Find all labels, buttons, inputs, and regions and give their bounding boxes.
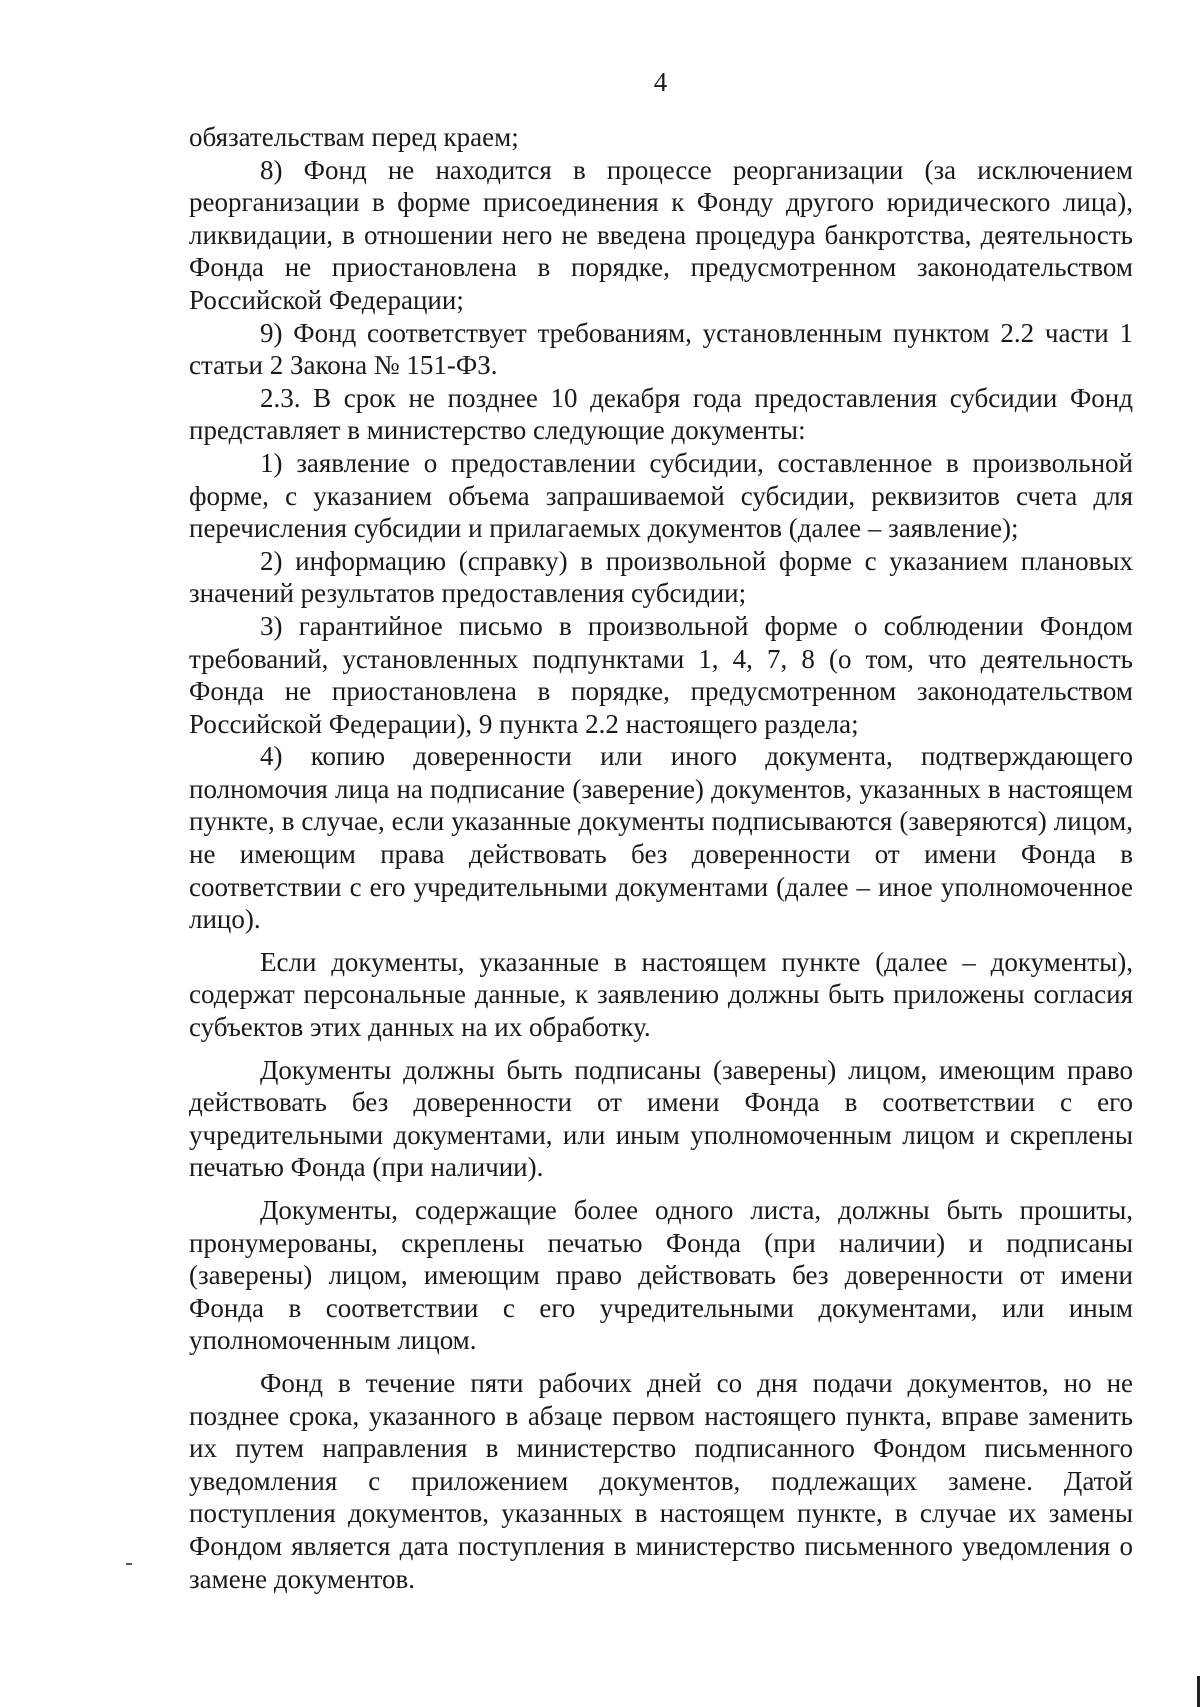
document-item-4: 4) копию доверенности или иного документа, подтверждающего полномочия лица на подписание (заверение) документов, указанных в настоящем пункте, в случае, если указанные документы подписываются (заверяются) лицом, не имеющим права действовать без доверенности от имени Фонда в соответствии с его учредительными документами (далее – иное уполномоченное лицо).: [189, 741, 1133, 935]
paragraph-continuation: обязательствам перед краем;: [189, 122, 519, 152]
document-item-1: 1) заявление о предоставлении субсидии, составленное в произвольной форме, с указанием объема запрашиваемой субсидии, реквизитов счета для перечисления субсидии и прилагаемых документов (далее – заявление);: [189, 447, 1133, 544]
paragraph-personal-data: Если документы, указанные в настоящем пункте (далее – документы), содержат персональные данные, к заявлению должны быть приложены согласия субъектов этих данных на их обработку.: [189, 946, 1133, 1043]
list-item-9: 9) Фонд соответствует требованиям, установленным пунктом 2.2 части 1 статьи 2 Закона № 151-ФЗ.: [189, 317, 1133, 381]
section-2-3-paragraph: 2.3. В срок не позднее 10 декабря года предоставления субсидии Фонд представляет в министерство следующие документы:: [189, 382, 1133, 446]
document-item-2: 2) информацию (справку) в произвольной форме с указанием плановых значений результатов предоставления субсидии;: [189, 545, 1133, 609]
paragraph-signing: Документы должны быть подписаны (заверены) лицом, имеющим право действовать без доверенности от имени Фонда в соответствии с его учредительными документами, или иным уполномоченным лицом и скреплены печатью Фонда (при наличии).: [189, 1054, 1133, 1183]
list-item-8: 8) Фонд не находится в процессе реорганизации (за исключением реорганизации в форме присоединения к Фонду другого юридического лица), ликвидации, в отношении него не введена процедура банкротства, деятельность Фонда не приостановлена в порядке, предусмотренном законодательством Российской Федерации;: [189, 154, 1133, 315]
scan-mark: [126, 1563, 132, 1565]
paragraph-replacement: Фонд в течение пяти рабочих дней со дня подачи документов, но не позднее срока, указанного в абзаце первом настоящего пункта, вправе заменить их путем направления в министерство подписанного Фондом письменного уведомления с приложением документов, подлежащих замене. Датой поступления документов, указанных в настоящем пункте, в случае их замены Фондом является дата поступления в министерство письменного уведомления о замене документов.: [189, 1367, 1133, 1594]
page-number: 4: [653, 67, 668, 97]
document-item-3: 3) гарантийное письмо в произвольной форме о соблюдении Фондом требований, установленных подпунктами 1, 4, 7, 8 (о том, что деятельность Фонда не приостановлена в порядке, предусмотренном законодательством Российской Федерации), 9 пункта 2.2 настоящего раздела;: [189, 610, 1133, 739]
paragraph-binding: Документы, содержащие более одного листа, должны быть прошиты, пронумерованы, скреплены печатью Фонда (при наличии) и подписаны (заверены) лицом, имеющим право действовать без доверенности от имени Фонда в соответствии с его учредительными документами, или иным уполномоченным лицом.: [189, 1195, 1133, 1356]
document-body: [189, 121, 1133, 1595]
